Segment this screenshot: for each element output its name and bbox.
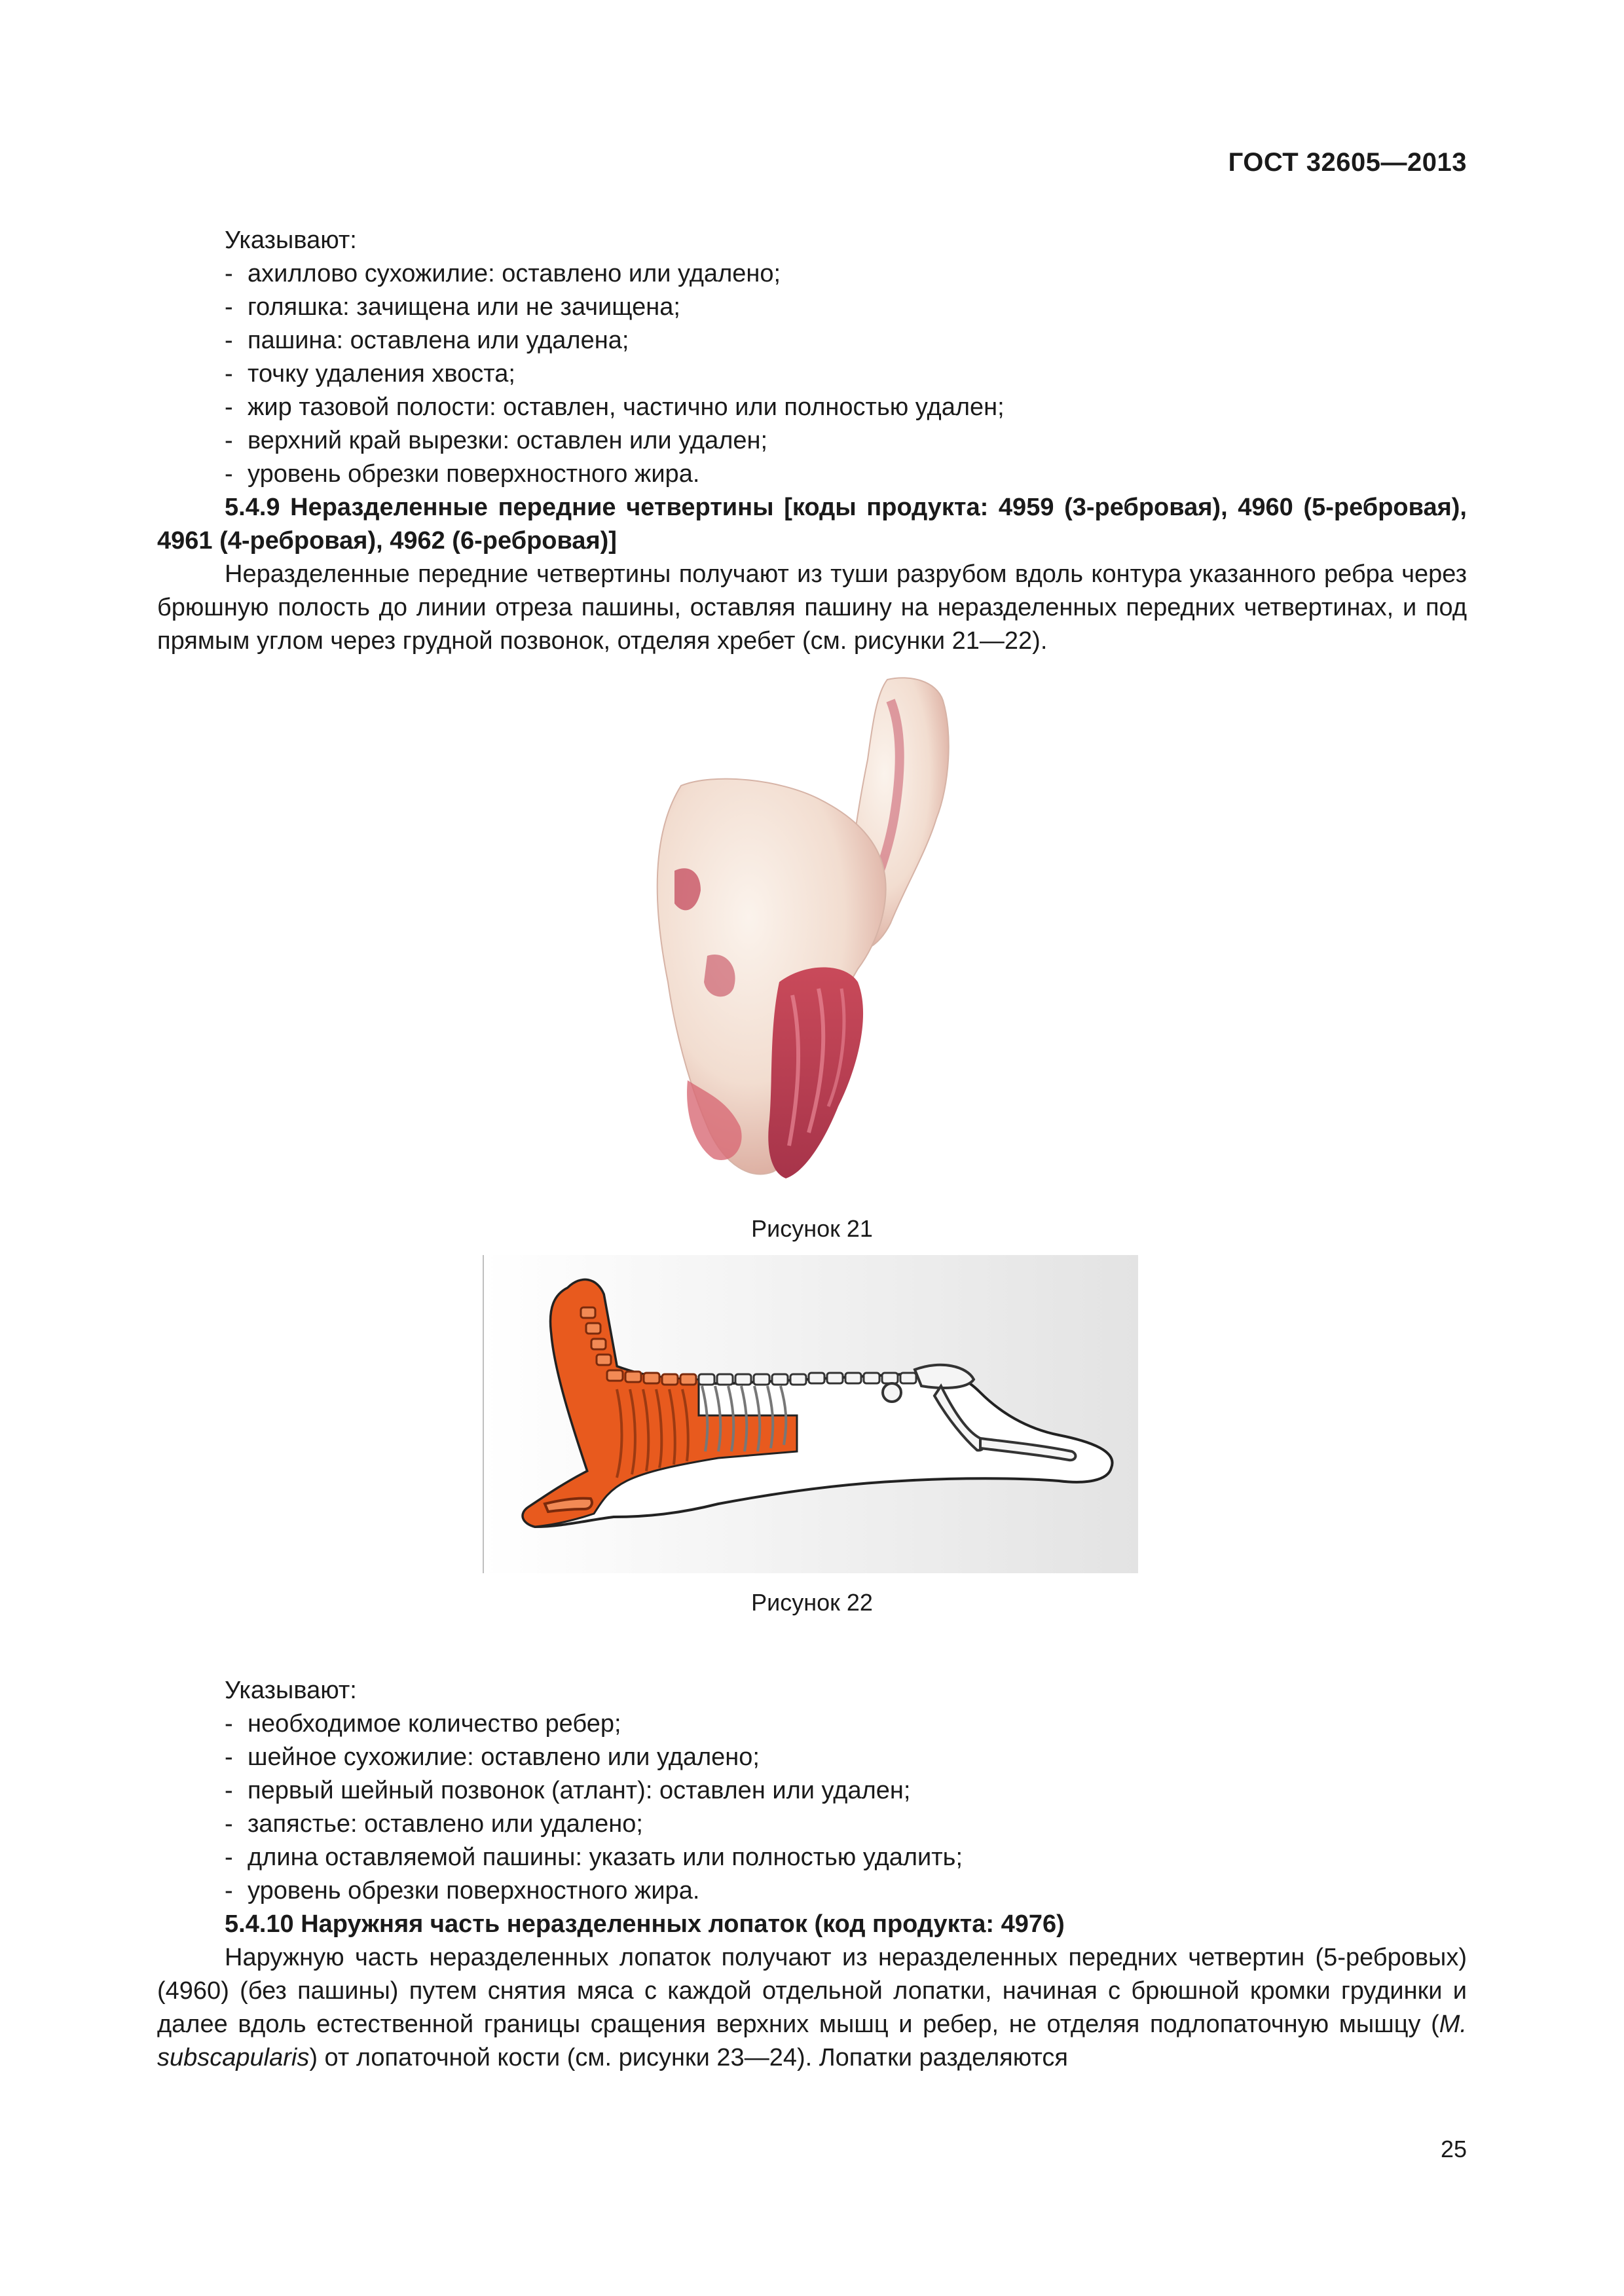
figure-21-caption: Рисунок 21	[751, 1215, 873, 1242]
top-intro: Указывают:	[225, 227, 357, 254]
section-549-heading: 5.4.9 Неразделенные передние четвертины [коды продукта: 4959 (3-ребровая), 4960 (5-ребровая), 4961 (4-ребровая), 4962 (6-ребровая)]	[157, 494, 1467, 555]
list-item: - точку удаления хвоста;	[225, 360, 515, 388]
list-item: - необходимое количество ребер;	[225, 1710, 621, 1738]
section-5410-body: Наружную часть неразделенных лопаток получают из неразделенных передних четвертин (5-ребровых) (4960) (без пашины) путем снятия мяса с каждой отдельной лопатки, начиная с брюшной кромки грудинки и далее вдоль естественной границы сращения верхних мышц и ребер, не отделяя подлопаточную мышцу (M. subscapularis) от лопаточной кости (см. рисунки 23—24). Лопатки разделяются	[157, 1944, 1467, 2071]
page-number: 25	[1440, 2136, 1467, 2162]
mid-specification-block	[157, 1674, 1467, 2075]
list-item: - голяшка: зачищена или не зачищена;	[225, 293, 680, 321]
latin-muscle-name: M. subscapularis	[157, 2011, 1467, 2071]
top-specification-block	[157, 224, 1467, 658]
section-549-body: Неразделенные передние четвертины получают из туши разрубом вдоль контура указанного ребра через брюшную полость до линии отреза пашины, оставляя пашину на неразделенных передних четвертинах, и под прямым углом через грудной позвонок, отделяя хребет (см. рисунки 21—22).	[157, 560, 1467, 655]
list-item: - верхний край вырезки: оставлен или удален;	[225, 427, 768, 454]
mid-spec-list	[157, 1707, 1467, 1908]
section-5410-heading: 5.4.10 Наружняя часть неразделенных лопаток (код продукта: 4976)	[225, 1910, 1065, 1938]
list-item: - шейное сухожилие: оставлено или удалено;	[225, 1743, 760, 1771]
list-item: - запястье: оставлено или удалено;	[225, 1810, 643, 1838]
forequarter-photo	[629, 674, 995, 1185]
list-item: - жир тазовой полости: оставлен, частично или полностью удален;	[225, 393, 1005, 421]
list-item: - ахиллово сухожилие: оставлено или удалено;	[225, 260, 781, 287]
mid-intro: Указывают:	[225, 1677, 357, 1704]
list-item: - пашина: оставлена или удалена;	[225, 327, 629, 354]
carcass-diagram	[483, 1255, 1138, 1573]
list-item: - первый шейный позвонок (атлант): оставлен или удален;	[225, 1777, 911, 1804]
list-item: - уровень обрезки поверхностного жира.	[225, 1877, 700, 1904]
figure-22-caption: Рисунок 22	[751, 1589, 873, 1616]
standard-number: ГОСТ 32605—2013	[1228, 148, 1467, 177]
list-item: - длина оставляемой пашины: указать или полностью удалить;	[225, 1844, 963, 1871]
top-spec-list	[157, 257, 1467, 491]
list-item: - уровень обрезки поверхностного жира.	[225, 460, 700, 488]
